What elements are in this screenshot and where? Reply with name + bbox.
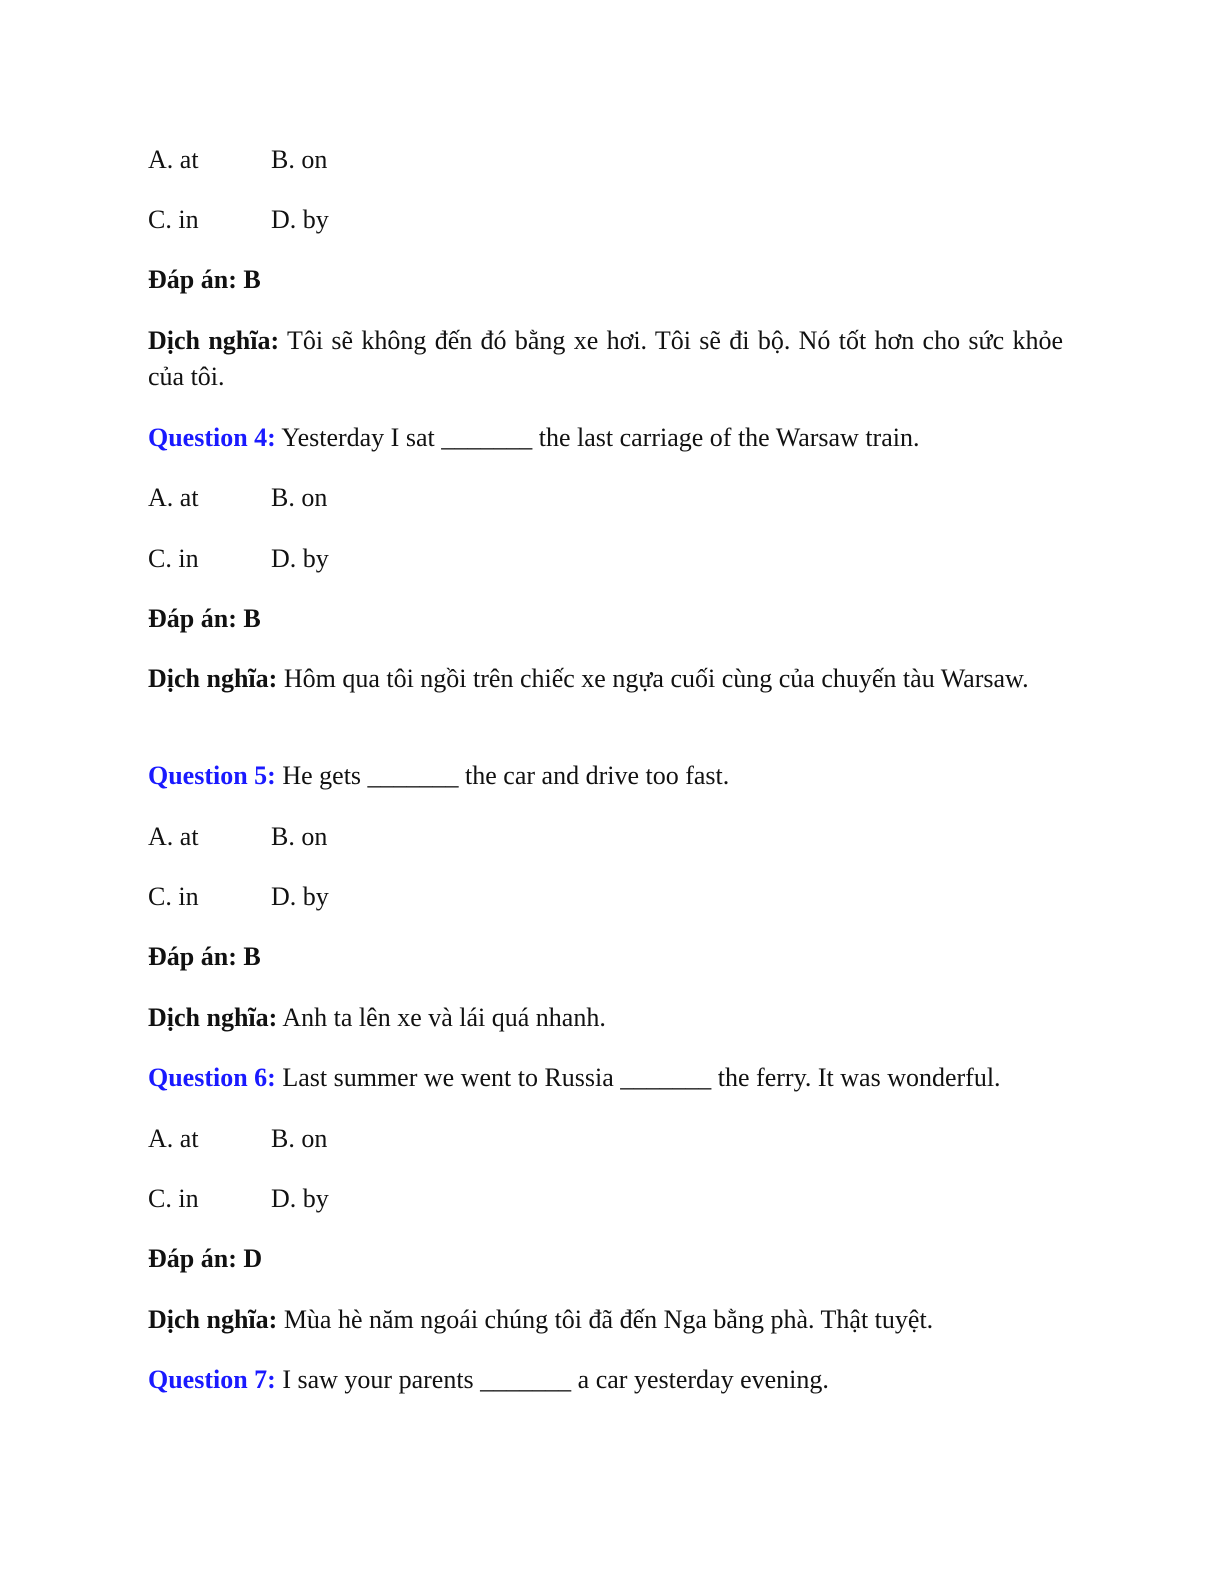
question-label: Question 5: <box>148 761 276 790</box>
translation-paragraph <box>148 1000 606 1036</box>
option-a: A. at <box>148 822 199 851</box>
answer-line <box>148 262 261 298</box>
question-text: Last summer we went to Russia _______ the ferry. It was wonderful. <box>282 1063 1001 1092</box>
translation-paragraph <box>148 323 1063 395</box>
option-a: A. at <box>148 145 199 174</box>
translation-paragraph <box>148 661 1063 697</box>
option-b: B. on <box>271 483 328 512</box>
question-4 <box>148 420 919 456</box>
answer-line <box>148 601 261 637</box>
option-c: C. in <box>148 882 199 911</box>
option-b: B. on <box>271 1124 328 1153</box>
question-6 <box>148 1060 1001 1096</box>
question-text: He gets _______ the car and drive too fast. <box>282 761 730 790</box>
question-7 <box>148 1362 829 1398</box>
question-label: Question 4: <box>148 423 276 452</box>
option-c: C. in <box>148 544 199 573</box>
answer-value: B <box>243 942 261 971</box>
answer-line <box>148 939 261 975</box>
translation-label: Dịch nghĩa: <box>148 664 278 693</box>
option-b: B. on <box>271 822 328 851</box>
question-text: I saw your parents _______ a car yesterday evening. <box>282 1365 829 1394</box>
question-label: Question 7: <box>148 1365 276 1394</box>
translation-label: Dịch nghĩa: <box>148 1003 278 1032</box>
option-d: D. by <box>271 205 329 234</box>
answer-label: Đáp án: <box>148 942 237 971</box>
translation-label: Dịch nghĩa: <box>148 1305 278 1334</box>
answer-label: Đáp án: <box>148 1244 237 1273</box>
translation-label: Dịch nghĩa: <box>148 326 280 355</box>
question-text: Yesterday I sat _______ the last carriage of the Warsaw train. <box>281 423 920 452</box>
option-a: A. at <box>148 1124 199 1153</box>
answer-label: Đáp án: <box>148 265 237 294</box>
option-c: C. in <box>148 1184 199 1213</box>
answer-line <box>148 1241 262 1277</box>
translation-text: Tôi sẽ không đến đó bằng xe hơi. Tôi sẽ đi bộ. Nó tốt hơn cho sức khỏe của tôi. <box>148 326 1064 391</box>
answer-label: Đáp án: <box>148 604 237 633</box>
translation-text: Hôm qua tôi ngồi trên chiếc xe ngựa cuối cùng của chuyến tàu Warsaw. <box>283 664 1029 693</box>
translation-text: Anh ta lên xe và lái quá nhanh. <box>282 1003 606 1032</box>
option-d: D. by <box>271 1184 329 1213</box>
answer-value: B <box>243 265 261 294</box>
answer-value: D <box>243 1244 263 1273</box>
option-c: C. in <box>148 205 199 234</box>
answer-value: B <box>243 604 261 633</box>
translation-paragraph <box>148 1302 933 1338</box>
option-a: A. at <box>148 483 199 512</box>
question-5 <box>148 758 729 794</box>
option-b: B. on <box>271 145 328 174</box>
translation-text: Mùa hè năm ngoái chúng tôi đã đến Nga bằng phà. Thật tuyệt. <box>283 1305 934 1334</box>
option-d: D. by <box>271 544 329 573</box>
question-label: Question 6: <box>148 1063 276 1092</box>
option-d: D. by <box>271 882 329 911</box>
